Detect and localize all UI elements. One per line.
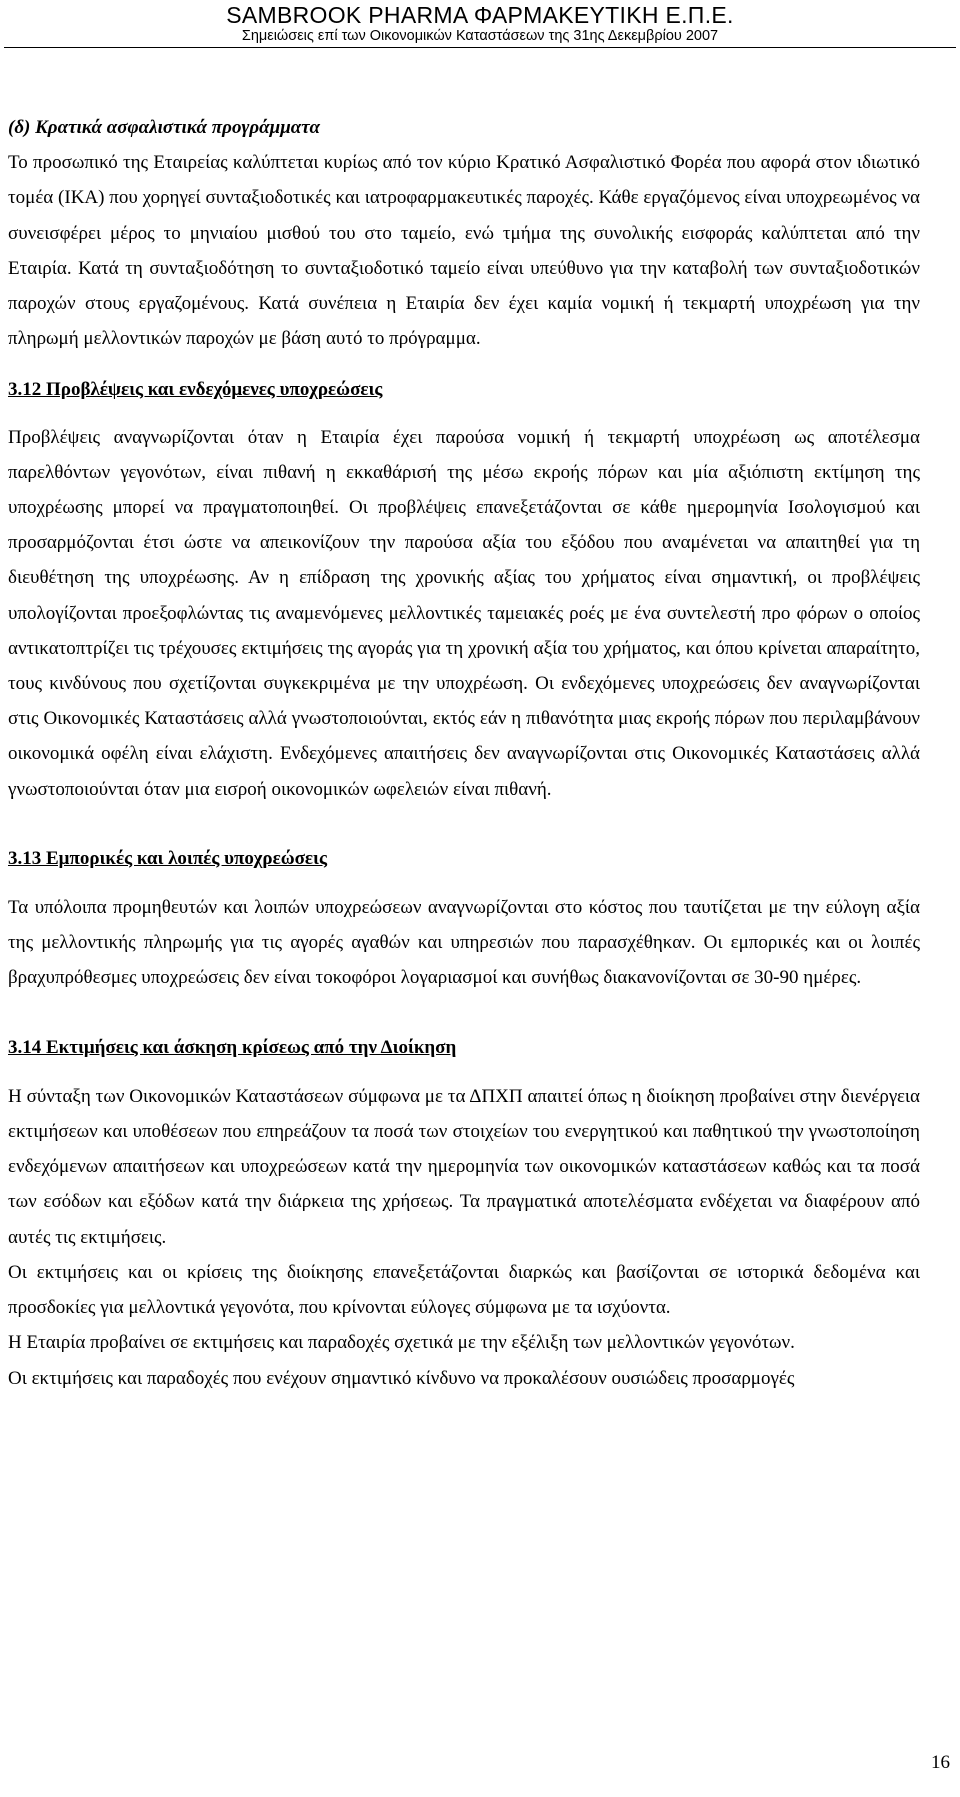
page-number: 16 — [931, 1752, 950, 1773]
paragraph: Τα υπόλοιπα προμηθευτών και λοιπών υποχρεώσεων αναγνωρίζονται στο κόστος που ταυτίζεται με την εύλογη αξία της μελλοντικής πληρωμής για τις αγορές αγαθών και υπηρεσιών που παρασχέθηκαν. Οι εμπορικές και οι λοιπές βραχυπρόθεσμες υποχρεώσεις δεν είναι τοκοφόροι λογαριασμοί και συνήθως διακανονίζονται σε 30-90 ημέρες. — [8, 897, 920, 989]
section-heading: 3.12 Προβλέψεις και ενδεχόμενες υποχρεώσεις — [8, 379, 383, 401]
section-provisions — [8, 372, 920, 806]
paragraph: Οι εκτιμήσεις και παραδοχές που ενέχουν σημαντικό κίνδυνο να προκαλέσουν ουσιώδεις προσαρμογές — [8, 1367, 795, 1389]
paragraph: Οι εκτιμήσεις και οι κρίσεις της διοίκησης επανεξετάζονται διαρκώς και βασίζονται σε ιστορικά δεδομένα και προσδοκίες για μελλοντικά γεγονότα, που κρίνονται εύλογες σύμφωνα με τα ισχύοντα. — [8, 1261, 920, 1319]
section-heading: 3.13 Εμπορικές και λοιπές υποχρεώσεις — [8, 847, 327, 869]
paragraph: Η Εταιρία προβαίνει σε εκτιμήσεις και παραδοχές σχετικά με την εξέλιξη των μελλοντικών γεγονότων. — [8, 1332, 795, 1354]
page-header — [0, 2, 960, 45]
paragraph: Προβλέψεις αναγνωρίζονται όταν η Εταιρία έχει παρούσα νομική ή τεκμαρτή υποχρέωση ως αποτέλεσμα παρελθόντων γεγονότων, είναι πιθανή η εκκαθάρισή της μέσω εκροής πόρων και μία αξιόπιστη εκτίμηση της υποχρέωσης μπορεί να πραγματοποιηθεί. Οι προβλέψεις επανεξετάζονται σε κάθε ημερομηνία Ισολογισμού και προσαρμόζονται έτσι ώστε να απεικονίζουν την παρούσα αξία του εξόδου που αναμένεται να απαιτηθεί για τη διευθέτηση της υποχρέωσης. Αν η επίδραση της χρονικής αξίας του χρήματος είναι σημαντική, οι προβλέψεις υπολογίζονται προεξοφλώντας τις αναμενόμενες μελλοντικές ταμειακές ροές με ένα συντελεστή προ φόρων ο οποίος αντικατοπτρίζει τις τρέχουσες εκτιμήσεις της αγοράς για τη χρονική αξία του χρήματος, και όπου κρίνεται απαραίτητο, τους κινδύνους που σχετίζονται συγκεκριμένα με την υποχρέωση. Οι ενδεχόμενες υποχρεώσεις δεν αναγνωρίζονται στις Οικονομικές Καταστάσεις αλλά γνωστοποιούνται, εκτός εάν η πιθανότητα μιας εκροής πόρων που περιλαμβάνουν οικονομικά οφέλη είναι ελάχιστη. Ενδεχόμενες απαιτήσεις δεν αναγνωρίζονται στις Οικονομικές Καταστάσεις αλλά γνωστοποιούνται όταν μια εισροή οικονομικών ωφελειών είναι πιθανή. — [8, 426, 920, 800]
section-trade-payables — [8, 841, 920, 996]
section-state-insurance — [8, 110, 920, 356]
paragraph: Το προσωπικό της Εταιρείας καλύπτεται κυρίως από τον κύριο Κρατικό Ασφαλιστικό Φορέα που αφορά στον ιδιωτικό τομέα (ΙΚΑ) που χορηγεί συνταξιοδοτικές και ιατροφαρμακευτικές παροχές. Κάθε εργαζόμενος είναι υποχρεωμένος να συνεισφέρει μέρος το μηνιαίου μισθού του στο ταμείο, ενώ τμήμα της συνολικής εισφοράς καλύπτεται από την Εταιρία. Κατά τη συνταξιοδότηση το συνταξιοδοτικό ταμείο είναι υπεύθυνο για την καταβολή των συνταξιοδοτικών παροχών στους εργαζομένους. Κατά συνέπεια η Εταιρία δεν έχει καμία νομική ή τεκμαρτή υποχρέωση για την πληρωμή μελλοντικών παροχών με βάση αυτό το πρόγραμμα. — [8, 152, 920, 350]
section-estimates — [8, 1030, 920, 1396]
company-title: SAMBROOK PHARMA ΦΑΡΜΑΚΕΥΤΙΚΗ Ε.Π.Ε. — [226, 2, 734, 28]
report-subtitle: Σημειώσεις επί των Οικονομικών Καταστάσεων της 31ης Δεκεμβρίου 2007 — [241, 28, 719, 44]
paragraph: Η σύνταξη των Οικονομικών Καταστάσεων σύμφωνα με τα ΔΠΧΠ απαιτεί όπως η διοίκηση προβαίνει στην διενέργεια εκτιμήσεων και υποθέσεων που επηρεάζουν τα ποσά των στοιχείων του ενεργητικού και παθητικού την γνωστοποίηση ενδεχόμενων απαιτήσεων και υποχρεώσεων κατά την ημερομηνία των οικονομικών καταστάσεων καθώς και τα ποσά των εσόδων και εξόδων κατά την διάρκεια της χρήσεως. Τα πραγματικά αποτελέσματα ενδέχεται να διαφέρουν από αυτές τις εκτιμήσεις. — [8, 1085, 920, 1248]
section-heading: 3.14 Εκτιμήσεις και άσκηση κρίσεως από την Διοίκηση — [8, 1036, 457, 1058]
document-body — [8, 110, 920, 1396]
header-divider — [4, 47, 956, 48]
section-heading: (δ) Κρατικά ασφαλιστικά προγράμματα — [8, 117, 320, 138]
